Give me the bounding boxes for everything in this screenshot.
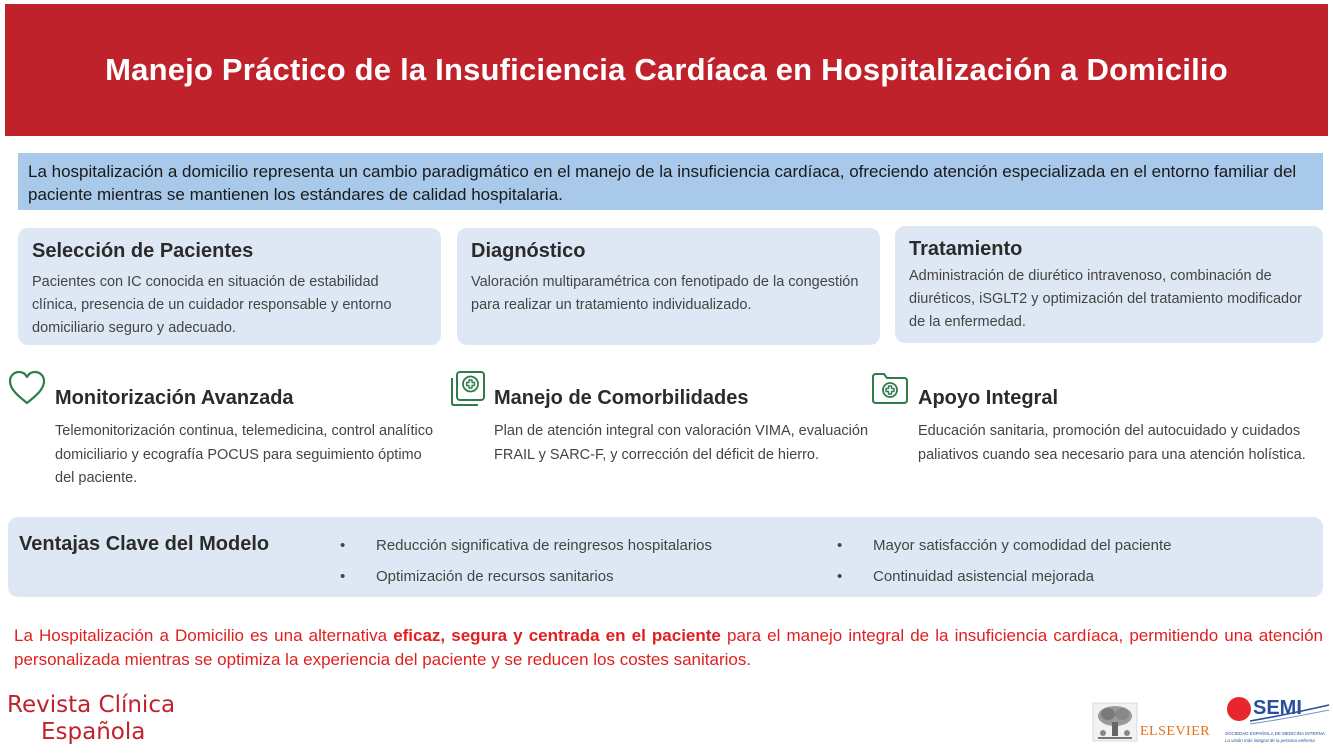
bullet: • [837, 537, 843, 554]
list-item [340, 568, 614, 585]
card-patient-selection [18, 228, 441, 345]
card-title: Diagnóstico [471, 240, 586, 262]
medical-folders-icon [448, 370, 488, 413]
advantages-title: Ventajas Clave del Modelo [19, 533, 270, 555]
intro-box [18, 153, 1323, 210]
card-text: Pacientes con IC conocida en situación de estabilidad clínica, presencia de un cuidador responsable y entorno domiciliario seguro y adecuado. [32, 274, 392, 336]
list-item-text: Mayor satisfacción y comodidad del paciente [873, 537, 1172, 554]
list-item [837, 537, 1172, 554]
feature-title: Manejo de Comorbilidades [494, 387, 749, 409]
feature-text: Plan de atención integral con valoración VIMA, evaluación FRAIL y SARC-F, y corrección del déficit de hierro. [494, 423, 869, 463]
card-text: Valoración multiparamétrica con fenotipado de la congestión para realizar un tratamiento individualizado. [471, 274, 859, 313]
card-diagnosis [457, 228, 880, 345]
page-title: Manejo Práctico de la Insuficiencia Cardíaca en Hospitalización a Domicilio [105, 52, 1228, 87]
feature-text: Educación sanitaria, promoción del autocuidado y cuidados paliativos cuando sea necesario para una atención holística. [918, 423, 1306, 463]
semi-tagline-italic: La visión más integral de la persona enferma [1225, 738, 1315, 743]
bullet: • [837, 568, 843, 585]
feature-text: Telemonitorización continua, telemedicina, control analítico domiciliario y ecografía POCUS para seguimiento óptimo del paciente. [55, 423, 434, 486]
list-item-text: Reducción significativa de reingresos hospitalarios [376, 537, 713, 554]
semi-tagline: SOCIEDAD ESPAÑOLA DE MEDICINA INTERNA [1225, 731, 1325, 736]
list-item [837, 568, 1094, 585]
elsevier-wordmark: ELSEVIER [1140, 724, 1211, 739]
heart-icon [8, 370, 46, 411]
advantages-box [8, 517, 1323, 597]
elsevier-logo [1092, 702, 1211, 747]
journal-logo-line1: Revista Clínica [7, 692, 176, 718]
card-text: Administración de diurético intravenoso, combinación de diuréticos, iSGLT2 y optimización del tratamiento modificador de la enfermedad. [909, 268, 1303, 330]
list-item-text: Continuidad asistencial mejorada [873, 568, 1094, 585]
bullet: • [340, 568, 346, 585]
medical-folder-icon [870, 370, 910, 411]
journal-logo-line2: Española [41, 719, 146, 745]
conclusion-emphasis: eficaz, segura y centrada en el paciente [393, 626, 721, 645]
card-treatment [895, 226, 1323, 343]
journal-logo [7, 692, 175, 746]
conclusion-text [14, 624, 1323, 672]
card-title: Selección de Pacientes [32, 240, 254, 262]
feature-title: Monitorización Avanzada [55, 387, 294, 409]
elsevier-tree-icon [1092, 702, 1138, 742]
bullet: • [340, 537, 346, 554]
list-item-text: Optimización de recursos sanitarios [376, 568, 614, 585]
card-title: Tratamiento [909, 238, 1023, 260]
semi-wordmark: SEMI [1253, 697, 1302, 719]
conclusion-before: La Hospitalización a Domicilio es una alternativa [14, 626, 394, 645]
conclusion-after: para el manejo integral de la insuficiencia cardíaca, permitiendo una atención personalizada mientras se optimiza la experiencia del paciente y se reducen los costes sanitarios. [14, 626, 1324, 669]
intro-text: La hospitalización a domicilio representa un cambio paradigmático en el manejo de la insuficiencia cardíaca, ofreciendo atención especializada en el entorno familiar del paciente mientras se mantienen los estándares de calidad hospitalaria. [28, 162, 1297, 204]
semi-logo [1225, 695, 1330, 750]
header-banner [5, 4, 1328, 136]
feature-title: Apoyo Integral [918, 387, 1059, 409]
list-item [340, 537, 713, 554]
